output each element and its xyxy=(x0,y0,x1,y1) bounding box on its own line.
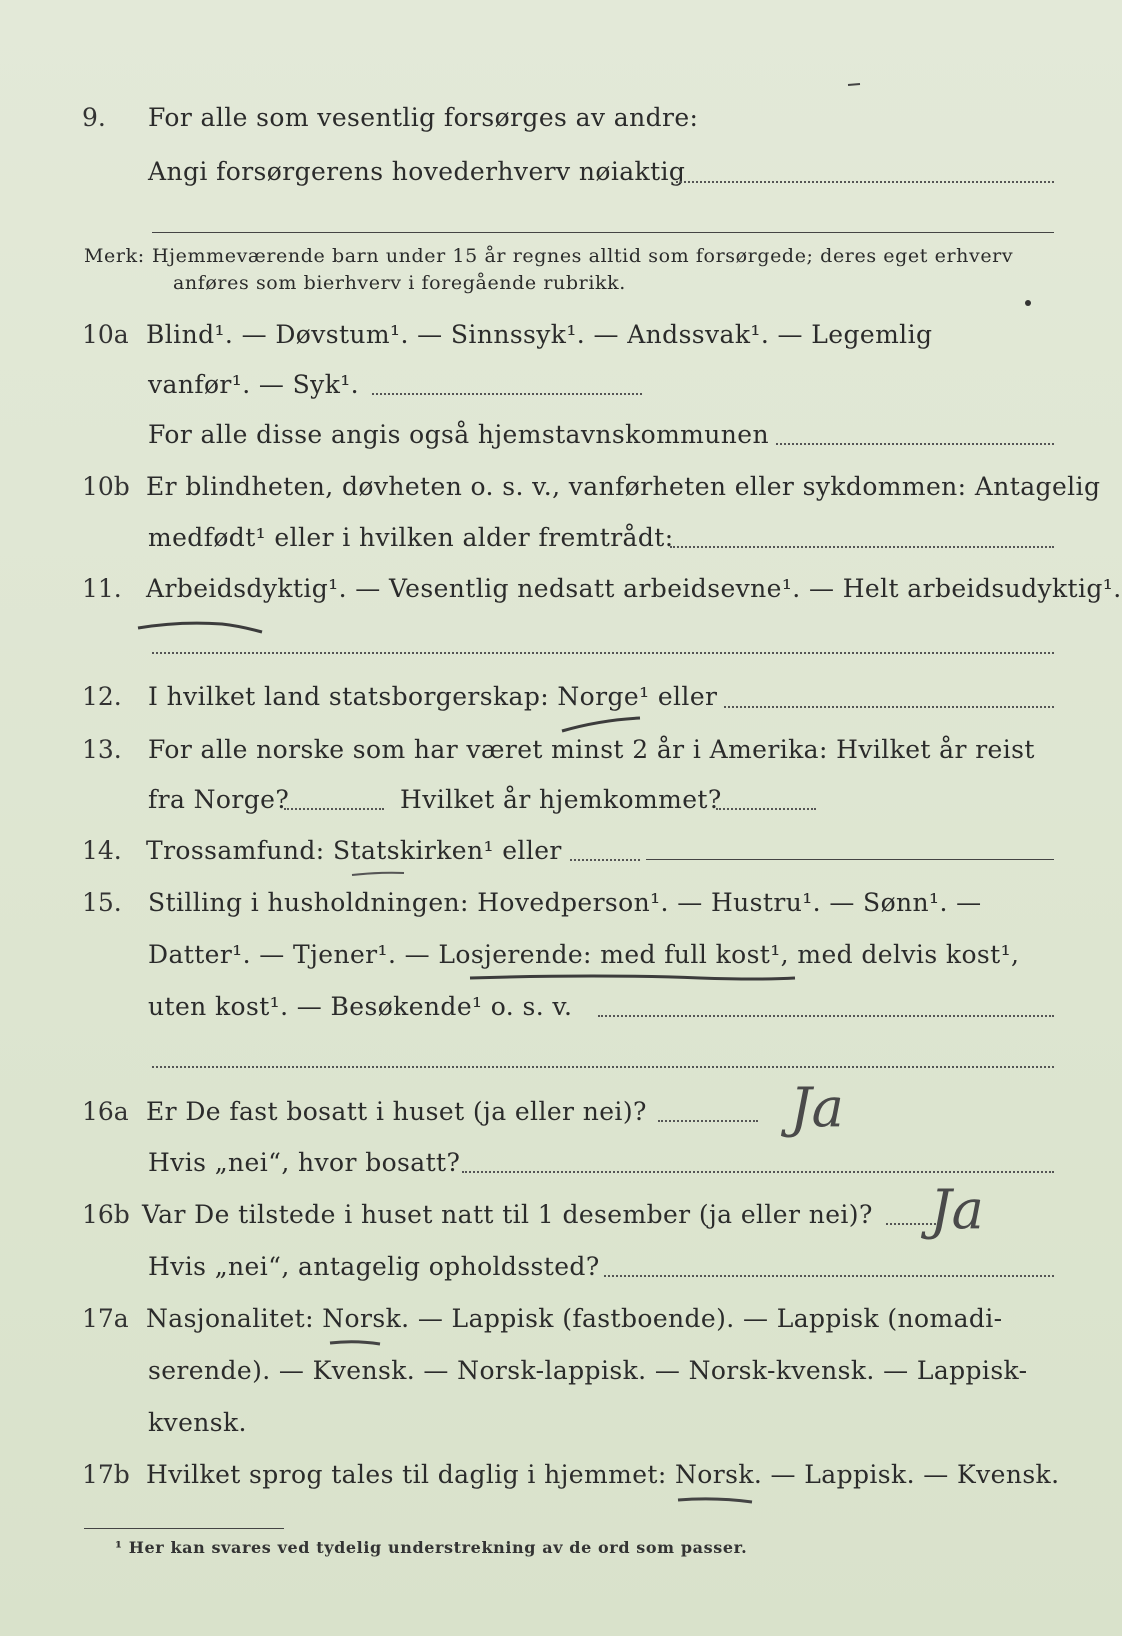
q10a-line1: Blind¹. — Døvstum¹. — Sinnssyk¹. — Andssvak¹. — Legemlig xyxy=(146,320,933,349)
underline-norsk-17a xyxy=(330,1342,380,1344)
q17a-line2: serende). — Kvensk. — Norsk-lappisk. — Norsk-kvensk. — Lappisk- xyxy=(148,1356,1028,1385)
q16b-line1: Var De tilstede i huset natt til 1 desember (ja eller nei)? xyxy=(142,1200,873,1229)
q15-line1: Stilling i husholdningen: Hovedperson¹. — Hustru¹. — Sønn¹. — xyxy=(148,888,982,917)
q13-line1: For alle norske som har været minst 2 år i Amerika: Hvilket år reist xyxy=(148,735,1035,764)
question-number: 17a xyxy=(82,1304,129,1333)
question-number: 13. xyxy=(82,735,122,764)
underline-statskirken xyxy=(352,873,404,875)
q13-line2b: Hvilket år hjemkommet? xyxy=(400,785,722,814)
merk-line1: Hjemmeværende barn under 15 år regnes alltid som forsørgede; deres eget erhverv xyxy=(152,245,1014,267)
q10a-line3: For alle disse angis også hjemstavnskommunen xyxy=(148,420,769,449)
q16b-handwritten-answer: Ja xyxy=(930,1178,984,1241)
question-number: 9. xyxy=(82,103,106,132)
question-number: 16b xyxy=(82,1200,130,1229)
q17a-line1: Nasjonalitet: Norsk. — Lappisk (fastboende). — Lappisk (nomadi- xyxy=(146,1304,1003,1333)
question-number: 16a xyxy=(82,1097,129,1126)
question-number: 11. xyxy=(82,574,122,603)
q13-line2a: fra Norge? xyxy=(148,785,290,814)
q16a-handwritten-answer: Ja xyxy=(790,1076,844,1139)
q10b-line2: medfødt¹ eller i hvilken alder fremtrådt: xyxy=(148,523,674,552)
q10a-line2: vanfør¹. — Syk¹. xyxy=(148,370,360,399)
q15-line2: Datter¹. — Tjener¹. — Losjerende: med full kost¹, med delvis kost¹, xyxy=(148,940,1020,969)
question-number: 17b xyxy=(82,1460,130,1489)
footnote: ¹ Her kan svares ved tydelig understrekning av de ord som passer. xyxy=(115,1538,748,1557)
underline-norge xyxy=(562,718,640,731)
ink-dot xyxy=(1025,300,1031,306)
question-number: 12. xyxy=(82,682,122,711)
tick-mark xyxy=(848,84,860,85)
underline-arbeidsdyktig xyxy=(138,623,262,632)
q17a-line3: kvensk. xyxy=(148,1408,247,1437)
q9-line1: For alle som vesentlig forsørges av andre: xyxy=(148,103,699,132)
q16b-line2: Hvis „nei“, antagelig opholdssted? xyxy=(148,1252,600,1281)
q16a-line1: Er De fast bosatt i huset (ja eller nei)? xyxy=(146,1097,647,1126)
q12-line1: I hvilket land statsborgerskap: Norge¹ eller xyxy=(148,682,718,711)
question-number: 14. xyxy=(82,836,122,865)
underline-norsk-17b xyxy=(678,1499,752,1502)
merk-label: Merk: xyxy=(84,245,145,267)
q14-line1: Trossamfund: Statskirken¹ eller xyxy=(146,836,562,865)
q16a-line2: Hvis „nei“, hvor bosatt? xyxy=(148,1148,461,1177)
q10b-line1: Er blindheten, døvheten o. s. v., vanførheten eller sykdommen: Antagelig xyxy=(146,472,1101,501)
merk-line2: anføres som bierhverv i foregående rubrikk. xyxy=(173,272,626,294)
q17b-line1: Hvilket sprog tales til daglig i hjemmet: Norsk. — Lappisk. — Kvensk. xyxy=(146,1460,1060,1489)
q11-line1: Arbeidsdyktig¹. — Vesentlig nedsatt arbeidsevne¹. — Helt arbeidsudyktig¹. xyxy=(146,574,1122,603)
question-number: 10a xyxy=(82,320,129,349)
question-number: 15. xyxy=(82,888,122,917)
q9-line2: Angi forsørgerens hovederhverv nøiaktig xyxy=(148,157,686,186)
underline-losjerende-full-kost xyxy=(470,976,795,979)
q15-line3: uten kost¹. — Besøkende¹ o. s. v. xyxy=(148,992,573,1021)
question-number: 10b xyxy=(82,472,130,501)
